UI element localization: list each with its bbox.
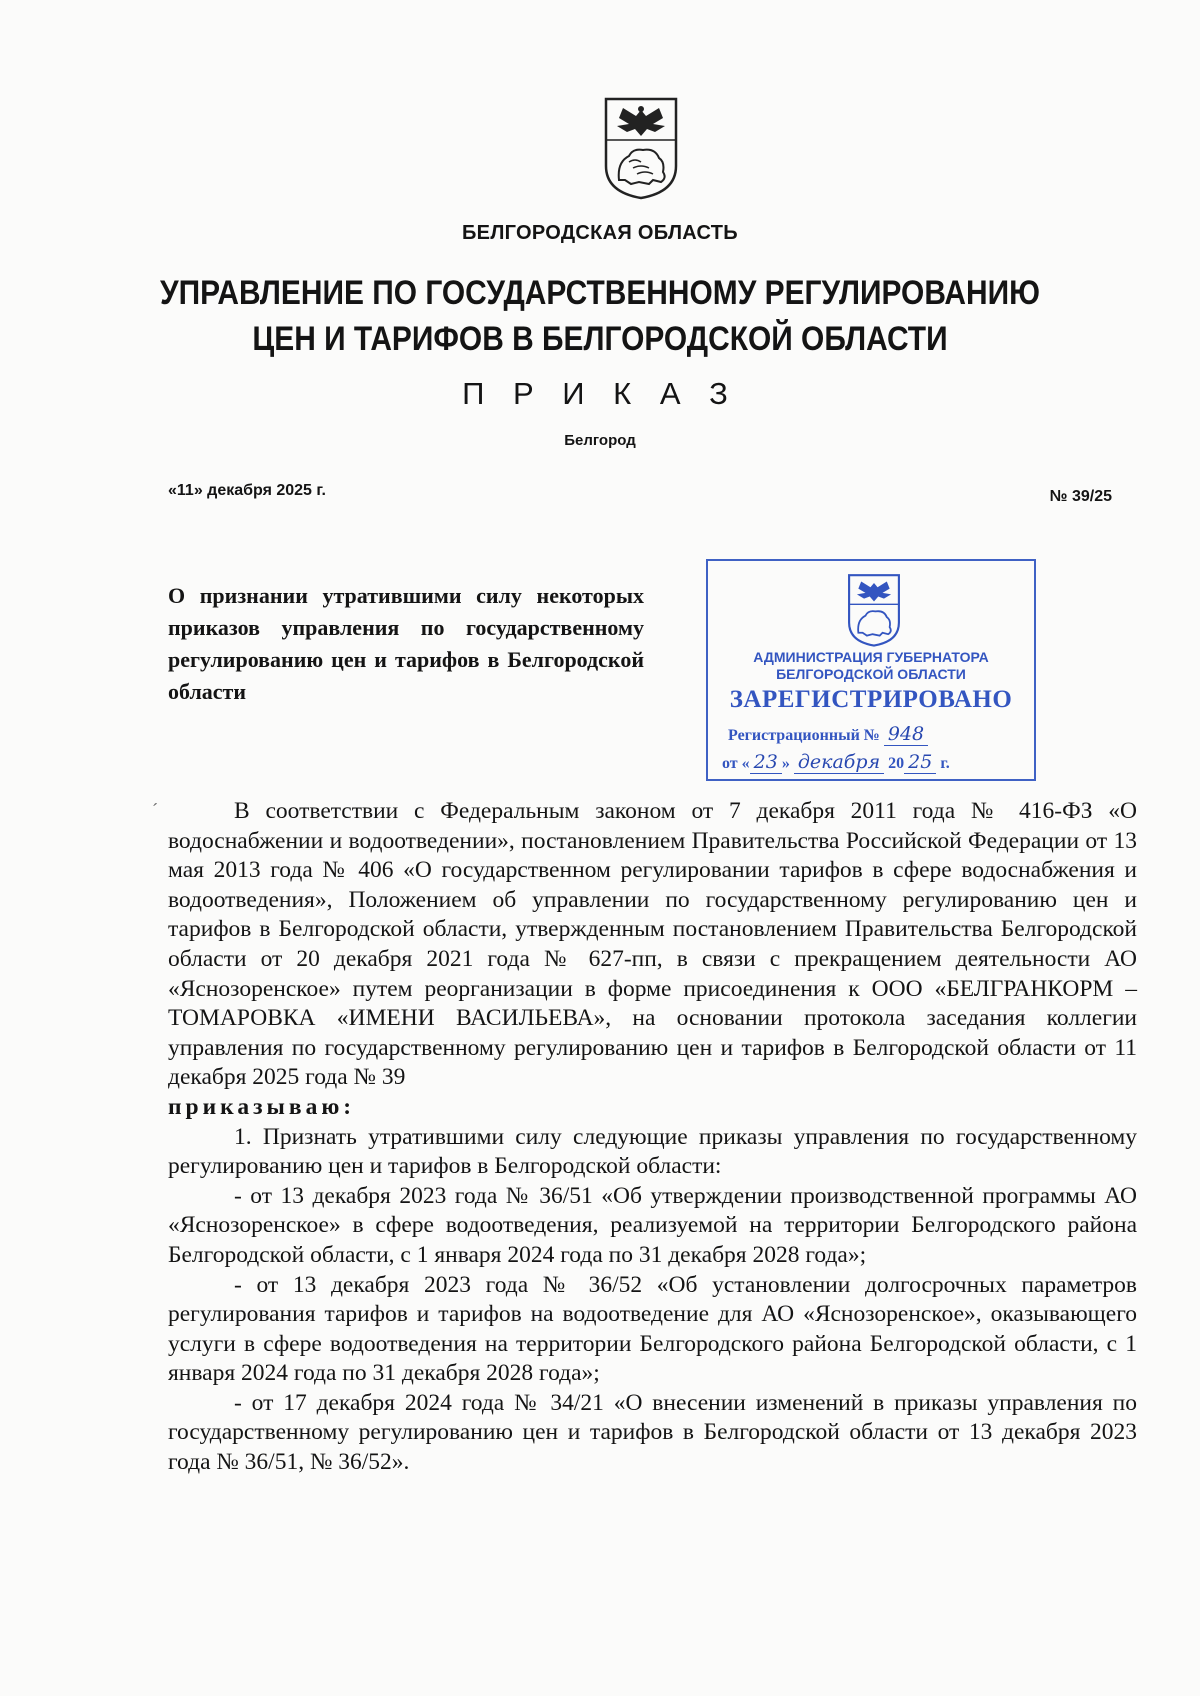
authority-line-1: УПРАВЛЕНИЕ ПО ГОСУДАРСТВЕННОМУ РЕГУЛИРОВАНИЮ <box>159 274 1041 312</box>
city: Белгород <box>564 432 636 449</box>
coat-of-arms-icon <box>603 96 679 200</box>
stamp-status: ЗАРЕГИСТРИРОВАНО <box>729 686 1013 713</box>
authority-name <box>72 270 1128 362</box>
registration-stamp <box>706 559 1036 781</box>
stamp-date-line <box>722 751 950 774</box>
stamp-registration-line <box>728 723 928 746</box>
stamp-org-line-1: АДМИНИСТРАЦИЯ ГУБЕРНАТОРА <box>753 649 989 665</box>
stamp-month: декабря <box>794 751 884 774</box>
preamble-paragraph <box>168 797 1137 1123</box>
item-1-paragraph: 1. Признать утратившими силу следующие приказы управления по государственному регулированию цен и тарифов в Белгородской области: <box>168 1123 1137 1180</box>
preamble-text: В соответствии с Федеральным законом от 7 декабря 2011 года № 416-ФЗ «О водоснабжении и водоотведении», постановлением Правительства Российской Федерации от 13 мая 2013 года № 406 «О государственном регулировании тарифов в сфере водоснабжения и водоотведения», Положением об управлении по государственному регулированию цен и тарифов в Белгородской области, утвержденным постановлением Правительства Белгородской области от 20 декабря 2021 года № 627-пп, в связи с прекращением деятельности АО «Яснозоренское» путем реорганизации в форме присоединения к ООО «БЕЛГРАНКОРМ – ТОМАРОВКА «ИМЕНИ ВАСИЛЬЕВА», на основании протокола заседания коллегии управления по государственному регулированию цен и тарифов в Белгородской области от 11 декабря 2025 года № 39 <box>168 798 1137 1091</box>
order-date: «11» декабря 2025 г. <box>168 482 326 499</box>
order-body <box>168 797 1137 1478</box>
item-1-bullet-3: - от 17 декабря 2024 года № 34/21 «О внесении изменений в приказы управления по государственному регулированию цен и тарифов в Белгородской области от 13 декабря 2023 года № 36/51, № 36/52». <box>168 1389 1137 1476</box>
stamp-year-suffix: г. <box>940 755 950 772</box>
order-subject: О признании утратившими силу некоторых приказов управления по государственному регулированию цен и тарифов в Белгородской области <box>168 583 644 704</box>
item-1-bullet-2: - от 13 декабря 2023 года № 36/52 «Об установлении долгосрочных параметров регулирования тарифов и тарифов на водоотведение для АО «Яснозоренское», оказывающего услуги в сфере водоотведения на территории Белгородского района Белгородской области, с 1 января 2024 года по 31 декабря 2028 года»; <box>168 1271 1137 1387</box>
order-number: № 39/25 <box>1049 488 1112 505</box>
stamp-day: 23 <box>750 751 782 774</box>
stamp-organization <box>708 649 1034 683</box>
document-type: П Р И К А З <box>462 376 738 411</box>
stamp-emblem-icon <box>846 573 902 647</box>
stamp-year-prefix: 20 <box>888 755 905 772</box>
margin-mark: ˊ <box>152 800 158 820</box>
region-name: БЕЛГОРОДСКАЯ ОБЛАСТЬ <box>462 222 738 244</box>
stamp-reg-label: Регистрационный № <box>728 727 880 744</box>
authority-line-2: ЦЕН И ТАРИФОВ В БЕЛГОРОДСКОЙ ОБЛАСТИ <box>252 320 948 358</box>
item-1-bullet-1: - от 13 декабря 2023 года № 36/51 «Об утверждении производственной программы АО «Яснозоренское» в сфере водоотведения, реализуемой на территории Белгородского района Белгородской области, с 1 января 2024 года по 31 декабря 2028 года»; <box>168 1182 1137 1268</box>
stamp-date-prefix: от « <box>722 755 750 772</box>
stamp-org-line-2: БЕЛГОРОДСКОЙ ОБЛАСТИ <box>776 666 966 682</box>
stamp-reg-number: 948 <box>884 723 928 746</box>
stamp-year: 25 <box>904 751 936 774</box>
order-word: приказываю: <box>168 1093 356 1120</box>
stamp-day-close: » <box>781 755 790 772</box>
